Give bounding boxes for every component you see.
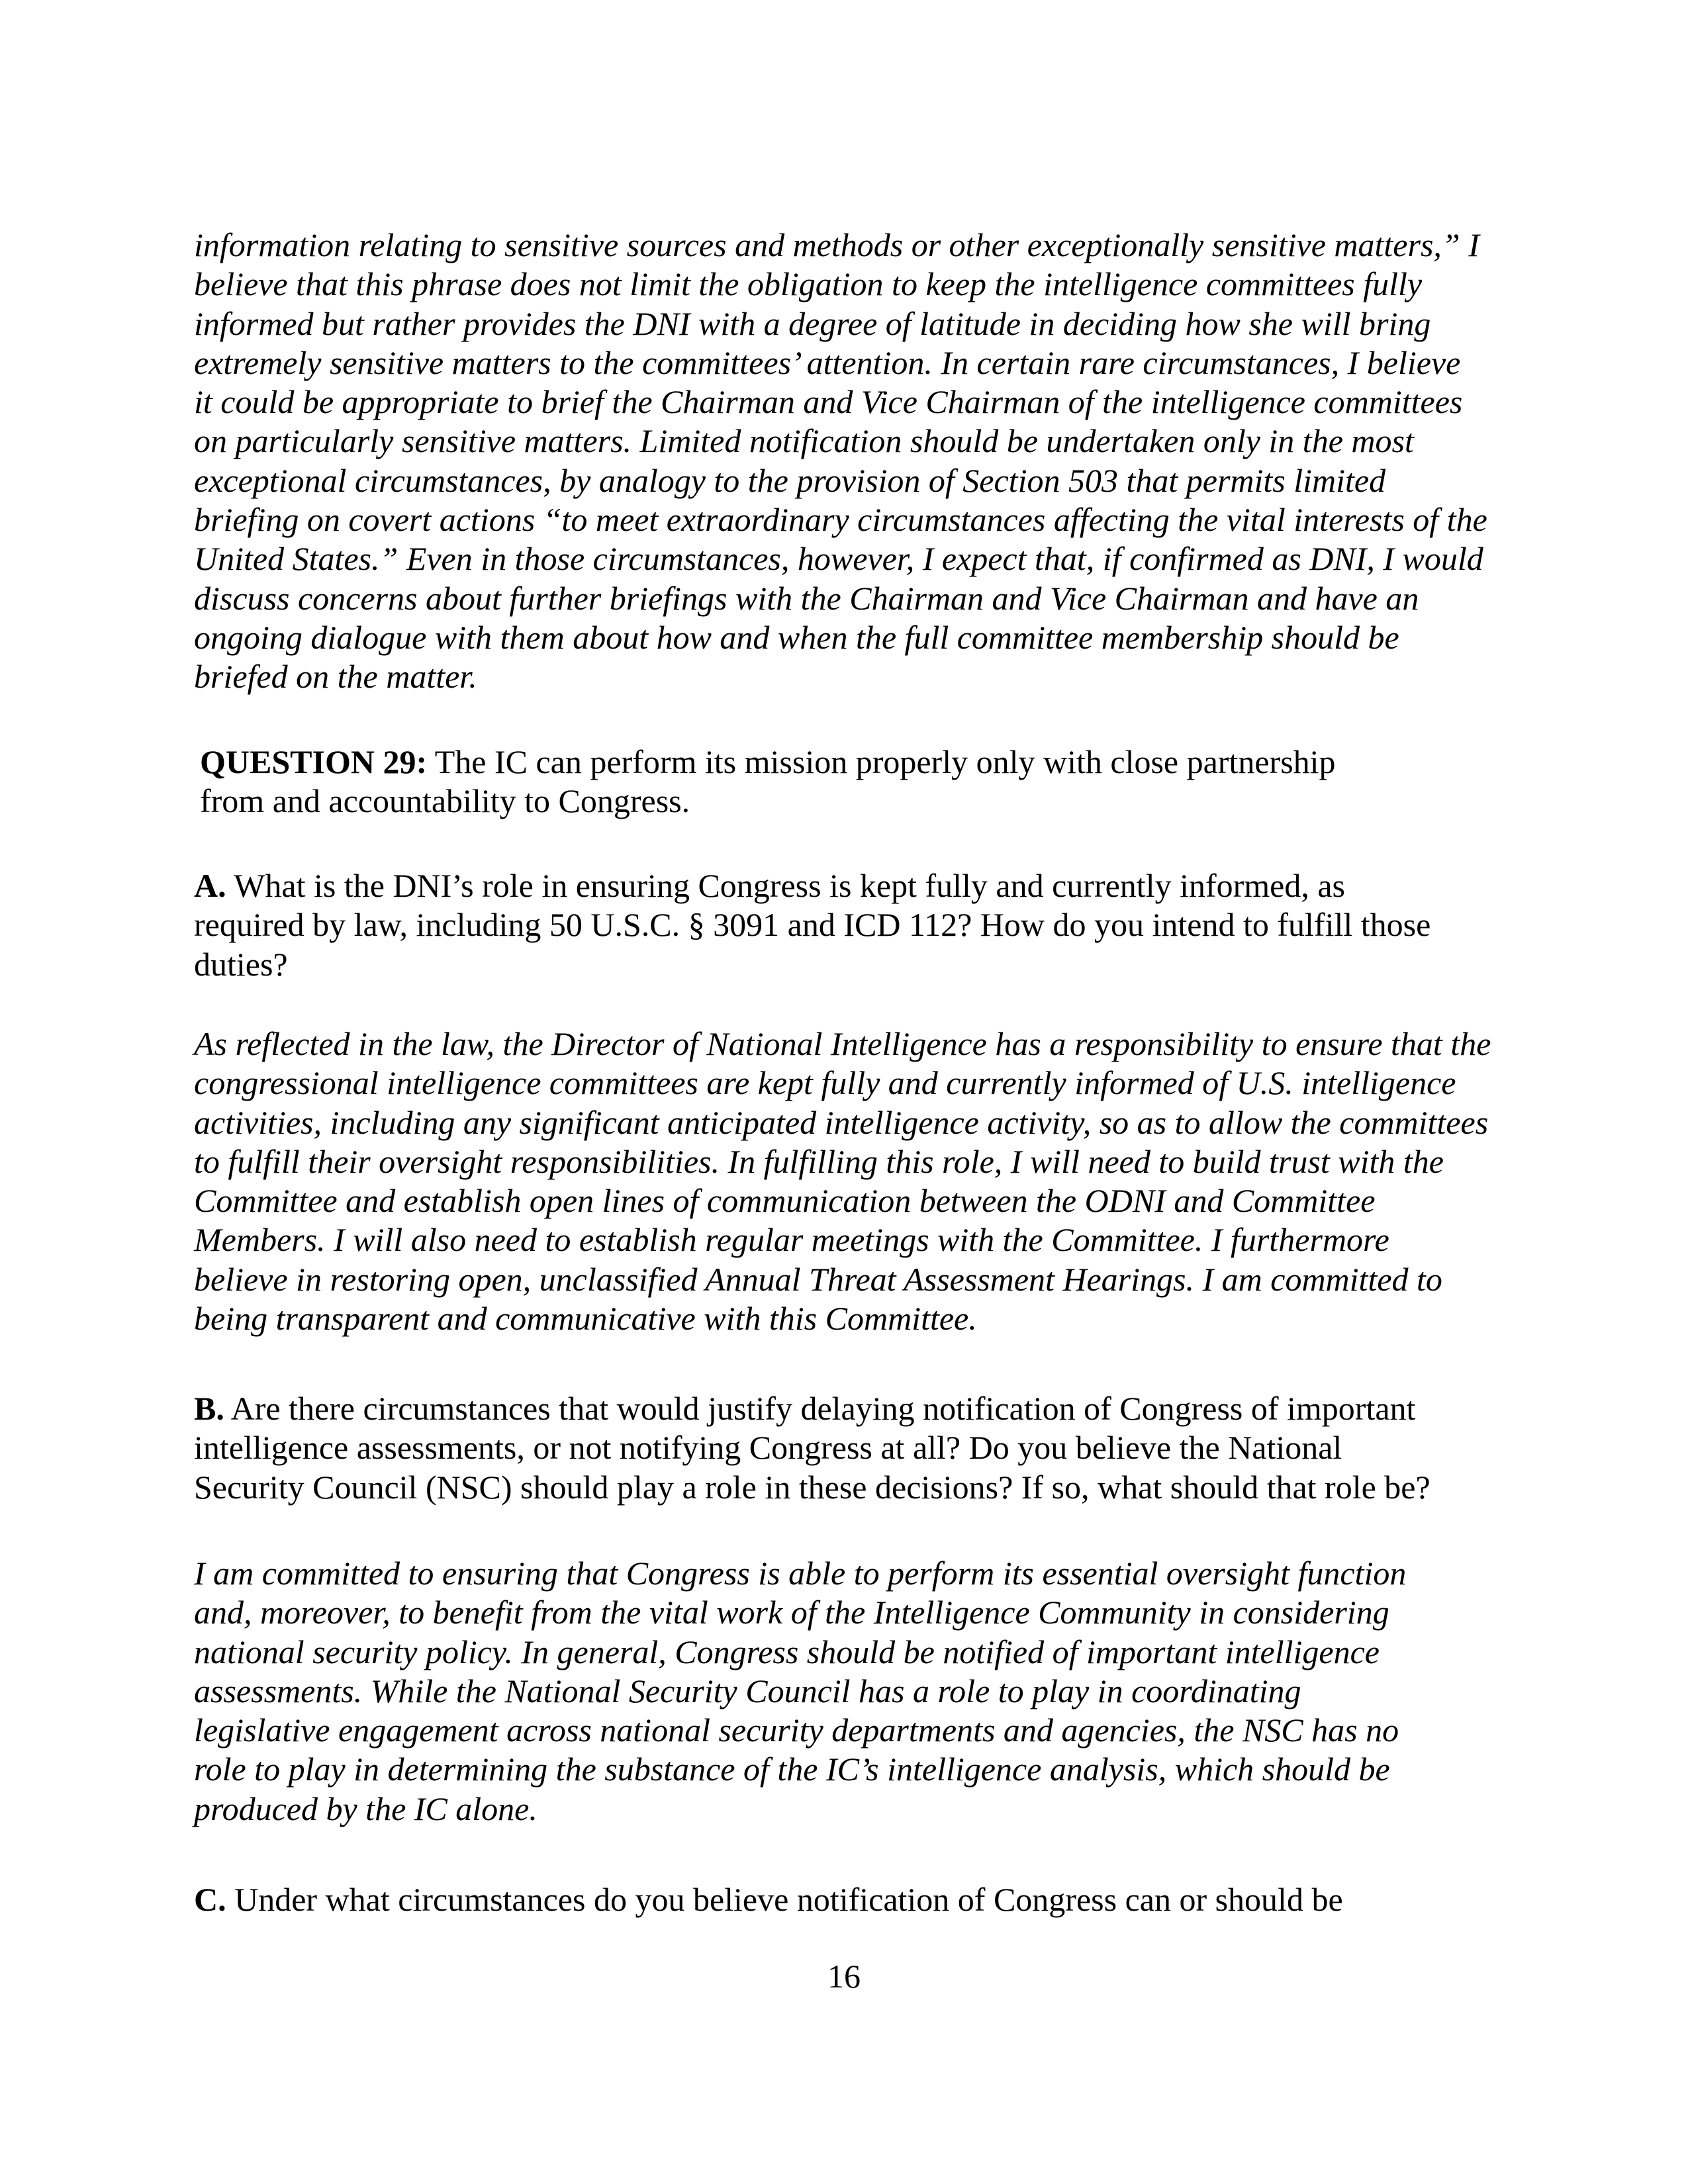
answer-line: As reflected in the law, the Director of National Intelligence has a responsibility to ensure that the [194,1025,1491,1062]
answer-line: national security policy. In general, Congress should be notified of important intelligence [194,1633,1380,1670]
subquestion-text: Under what circumstances do you believe notification of Congress can or should be [226,1881,1343,1918]
answer-line: briefing on covert actions “to meet extraordinary circumstances affecting the vital interests of the [194,501,1487,539]
answer-line: being transparent and communicative with this Committee. [194,1300,977,1338]
answer-line: congressional intelligence committees are kept fully and currently informed of U.S. intelligence [194,1064,1456,1102]
answer-line: Committee and establish open lines of communication between the ODNI and Committee [194,1182,1376,1220]
subquestion-text: Are there circumstances that would justify delaying notification of Congress of important [224,1390,1416,1427]
answer-line: believe in restoring open, unclassified Annual Threat Assessment Hearings. I am committed to [194,1260,1442,1298]
subquestion-line [194,866,1518,905]
subquestion-line: intelligence assessments, or not notifying Congress at all? Do you believe the National [194,1429,1342,1467]
answer-line: believe that this phrase does not limit the obligation to keep the intelligence committees fully [194,265,1423,303]
subquestion-b [194,1389,1518,1507]
subquestion-text: What is the DNI’s role in ensuring Congress is kept fully and currently informed, as [226,867,1346,904]
answer-line: on particularly sensitive matters. Limited notification should be undertaken only in the most [194,422,1414,460]
answer-line: I am committed to ensuring that Congress is able to perform its essential oversight function [194,1555,1407,1592]
answer-line: extremely sensitive matters to the committees’ attention. In certain rare circumstances, I believe [194,343,1461,381]
answer-b-paragraph [194,1554,1518,1829]
answer-line: to fulfill their oversight responsibilities. In fulfilling this role, I will need to build trust with the [194,1142,1444,1180]
answer-line: ongoing dialogue with them about how and when the full committee membership should be [194,618,1399,656]
answer-line: briefed on the matter. [194,658,477,696]
question-label: QUESTION 29: [200,743,428,780]
question-text: The IC can perform its mission properly only with close partnership [427,743,1336,780]
answer-line: United States.” Even in those circumstances, however, I expect that, if confirmed as DNI, I would [194,540,1483,578]
answer-line: exceptional circumstances, by analogy to the provision of Section 503 that permits limited [194,461,1386,499]
answer-line: activities, including any significant anticipated intelligence activity, so as to allow the committees [194,1103,1489,1141]
subquestion-line: duties? [194,945,288,983]
subquestion-c [194,1880,1518,1919]
question-line [200,743,1524,782]
question-line: from and accountability to Congress. [200,782,690,820]
answer-line: and, moreover, to benefit from the vital work of the Intelligence Community in considering [194,1594,1389,1631]
answer-line: produced by the IC alone. [194,1790,538,1827]
continued-answer-paragraph [194,226,1518,697]
answer-line: Members. I will also need to establish regular meetings with the Committee. I furthermore [194,1221,1389,1259]
answer-a-paragraph [194,1024,1518,1338]
question-29 [200,743,1524,821]
subquestion-label: A. [194,867,226,904]
answer-line: assessments. While the National Security Council has a role to play in coordinating [194,1672,1301,1709]
answer-line: discuss concerns about further briefings with the Chairman and Vice Chairman and have an [194,579,1419,617]
answer-line: role to play in determining the substance of the IC’s intelligence analysis, which should be [194,1751,1390,1788]
answer-line: information relating to sensitive sources and methods or other exceptionally sensitive matters,” I [194,226,1479,263]
subquestion-line: Security Council (NSC) should play a role in these decisions? If so, what should that role be? [194,1468,1430,1506]
answer-line: it could be appropriate to brief the Chairman and Vice Chairman of the intelligence committees [194,383,1463,421]
subquestion-line: required by law, including 50 U.S.C. § 3091 and ICD 112? How do you intend to fulfill those [194,906,1431,944]
page-number: 16 [827,1958,861,1995]
subquestion-line [194,1389,1518,1428]
subquestion-a [194,866,1518,984]
subquestion-label: C. [194,1881,226,1918]
answer-line: legislative engagement across national security departments and agencies, the NSC has no [194,1711,1399,1749]
answer-line: informed but rather provides the DNI with a degree of latitude in deciding how she will bring [194,304,1431,342]
subquestion-line [194,1880,1518,1919]
subquestion-label: B. [194,1390,224,1427]
